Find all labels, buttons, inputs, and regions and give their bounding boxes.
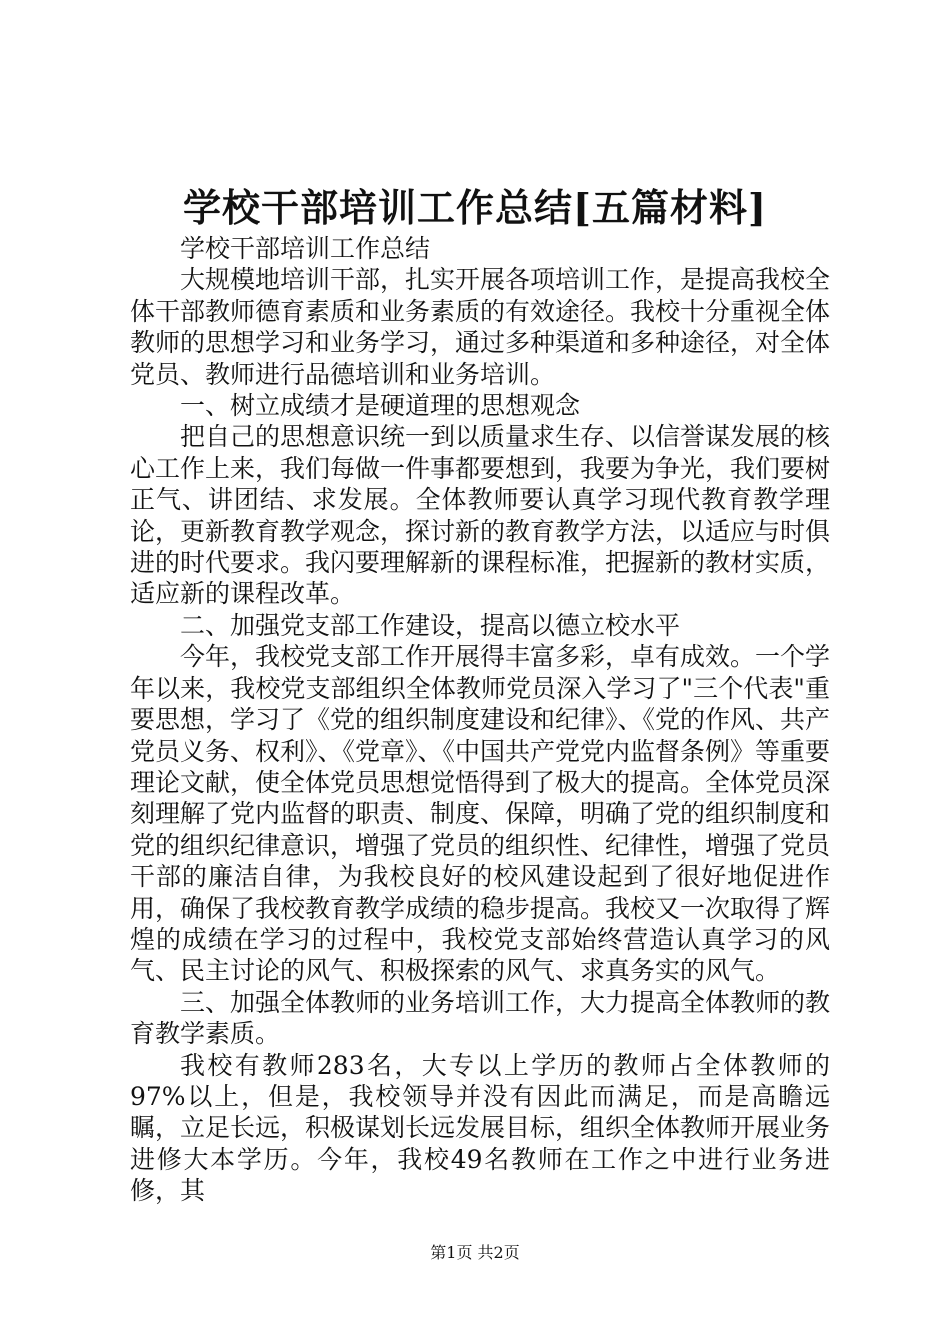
paragraph-section-1: 把自己的思想意识统一到以质量求生存、以信誉谋发展的核心工作上来，我们每做一件事都要想到，我要为争光，我们要树正气、讲团结、求发展。全体教师要认真学习现代教育教学理论，更新教育教学观念，探讨新的教育教学方法，以适应与时俱进的时代要求。我闪要理解新的课程标准，把握新的教材实质，适应新的课程改革。 <box>130 422 831 609</box>
section-heading-3: 三、加强全体教师的业务培训工作，大力提高全体教师的教育教学素质。 <box>130 987 831 1049</box>
section-heading-2: 二、加强党支部工作建设，提高以德立校水平 <box>180 610 681 640</box>
section-heading-1: 一、树立成绩才是硬道理的思想观念 <box>180 391 581 421</box>
page-number-footer: 第1页 共2页 <box>430 1243 520 1262</box>
document-body <box>130 233 830 1207</box>
paragraph-subtitle: 学校干部培训工作总结 <box>180 234 431 263</box>
document-title: 学校干部培训工作总结[五篇材料] <box>183 185 767 230</box>
paragraph-intro: 大规模地培训干部，扎实开展各项培训工作，是提高我校全体干部教师德育素质和业务素质的有效途径。我校十分重视全体教师的思想学习和业务学习，通过多种渠道和多种途径，对全体党员、教师进行品德培训和业务培训。 <box>130 265 831 389</box>
paragraph-section-2: 今年，我校党支部工作开展得丰富多彩，卓有成效。一个学年以来，我校党支部组织全体教师党员深入学习了"三个代表"重要思想，学习了《党的组织制度建设和纪律》、《党的作风、共产党员义务、权利》、《党章》、《中国共产党党内监督条例》等重要理论文献，使全体党员思想觉悟得到了极大的提高。全体党员深刻理解了党内监督的职责、制度、保障，明确了党的组织制度和党的组织纪律意识，增强了党员的组织性、纪律性，增强了党员干部的廉洁自律，为我校良好的校风建设起到了很好地促进作用，确保了我校教育教学成绩的稳步提高。我校又一次取得了辉煌的成绩在学习的过程中，我校党支部始终营造认真学习的风气、民主讨论的风气、积极探索的风气、求真务实的风气。 <box>130 642 831 986</box>
paragraph-section-3: 我校有教师283名，大专以上学历的教师占全体教师的97%以上，但是，我校领导并没有因此而满足，而是高瞻远瞩，立足长远，积极谋划长远发展目标，组织全体教师开展业务进修大本学历。今年，我校49名教师在工作之中进行业务进修，其 <box>130 1050 831 1206</box>
